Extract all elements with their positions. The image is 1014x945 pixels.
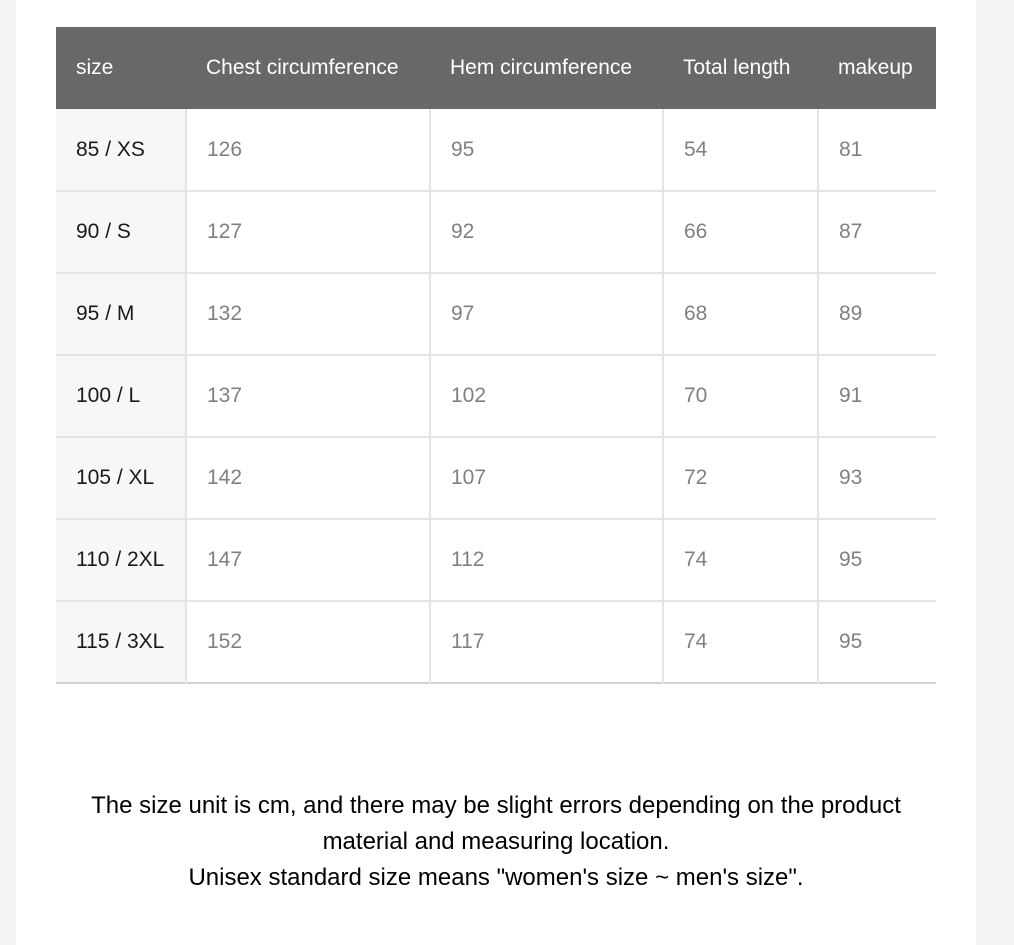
table-row [56,355,936,437]
hem-cell: 112 [430,519,663,601]
makeup-cell: 95 [818,519,936,601]
chest-cell: 127 [186,191,430,273]
length-cell: 66 [663,191,818,273]
chest-cell: 132 [186,273,430,355]
table-row [56,273,936,355]
makeup-cell: 87 [818,191,936,273]
table-header [56,27,936,109]
unisex-note: Unisex standard size means "women's size ~ men's size". [188,864,804,891]
header-size: size [76,56,114,79]
makeup-cell: 93 [818,437,936,519]
table-row [56,519,936,601]
table-row [56,601,936,683]
length-cell: 54 [663,109,818,191]
hem-cell: 95 [430,109,663,191]
header-hem-circumference: Hem circumference [450,56,633,79]
size-cell: 85 / XS [56,109,186,191]
makeup-cell: 95 [818,601,936,683]
size-cell: 90 / S [56,191,186,273]
chest-cell: 147 [186,519,430,601]
page [16,0,976,945]
length-cell: 68 [663,273,818,355]
header-chest-circumference: Chest circumference [206,56,399,79]
size-cell: 115 / 3XL [56,601,186,683]
chest-cell: 126 [186,109,430,191]
makeup-cell: 91 [818,355,936,437]
size-cell: 100 / L [56,355,186,437]
header-row [56,27,936,109]
chest-cell: 142 [186,437,430,519]
chest-cell: 137 [186,355,430,437]
makeup-cell: 81 [818,109,936,191]
size-chart-table [56,27,936,684]
size-cell: 95 / M [56,273,186,355]
table-row [56,191,936,273]
size-cell: 105 / XL [56,437,186,519]
table-body [56,109,936,683]
size-unit-note: The size unit is cm, and there may be slight errors depending on the product material and measuring location. [91,792,901,855]
header-total-length: Total length [683,56,791,79]
hem-cell: 102 [430,355,663,437]
length-cell: 74 [663,519,818,601]
size-cell: 110 / 2XL [56,519,186,601]
hem-cell: 92 [430,191,663,273]
hem-cell: 107 [430,437,663,519]
table-row [56,109,936,191]
size-notes [16,788,976,896]
length-cell: 72 [663,437,818,519]
table-row [56,437,936,519]
length-cell: 74 [663,601,818,683]
chest-cell: 152 [186,601,430,683]
makeup-cell: 89 [818,273,936,355]
length-cell: 70 [663,355,818,437]
header-makeup: makeup [838,56,913,79]
hem-cell: 97 [430,273,663,355]
hem-cell: 117 [430,601,663,683]
